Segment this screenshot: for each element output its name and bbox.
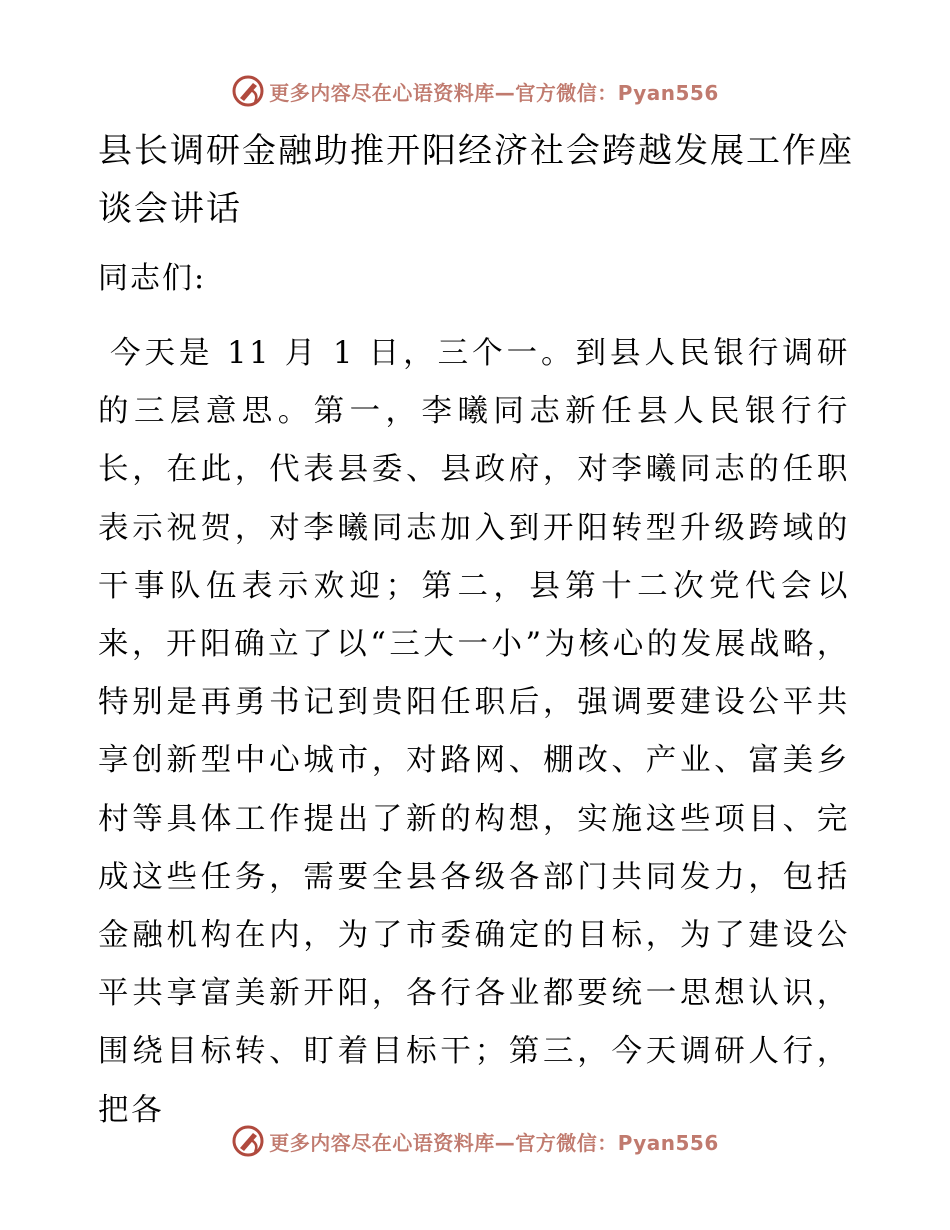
footer-banner — [0, 1121, 950, 1161]
document-title: 县长调研金融助推开阳经济社会跨越发展工作座谈会讲话 — [98, 131, 854, 229]
body-paragraph: 今天是 11 月 1 日，三个一。到县人民银行调研的三层意思。第一，李曦同志新任县人民银行行长，在此，代表县委、县政府，对李曦同志的任职表示祝贺，对李曦同志加入到开阳转型升级跨域的干事队伍表示欢迎；第二，县第十二次党代会以来，开阳确立了以“三大一小”为核心的发展战略，特别是再勇书记到贵阳任职后，强调要建设公平共享创新型中心城市，对路网、棚改、产业、富美乡村等具体工作提出了新的构想，实施这些项目、完成这些任务，需要全县各级各部门共同发力，包括金融机构在内，为了市委确定的目标，为了建设公平共享富美新开阳，各行各业都要统一思想认识，围绕目标转、盯着目标干；第三，今天调研人行，把各 — [98, 336, 850, 1128]
header-banner-text: 更多内容尽在心语资料库—官方微信：Pyan556 — [269, 80, 719, 105]
footer-banner-text: 更多内容尽在心语资料库—官方微信：Pyan556 — [269, 1130, 719, 1155]
header-banner — [0, 71, 950, 111]
logo-icon — [231, 74, 265, 108]
logo-icon — [231, 1124, 265, 1158]
greeting: 同志们: — [98, 261, 207, 296]
